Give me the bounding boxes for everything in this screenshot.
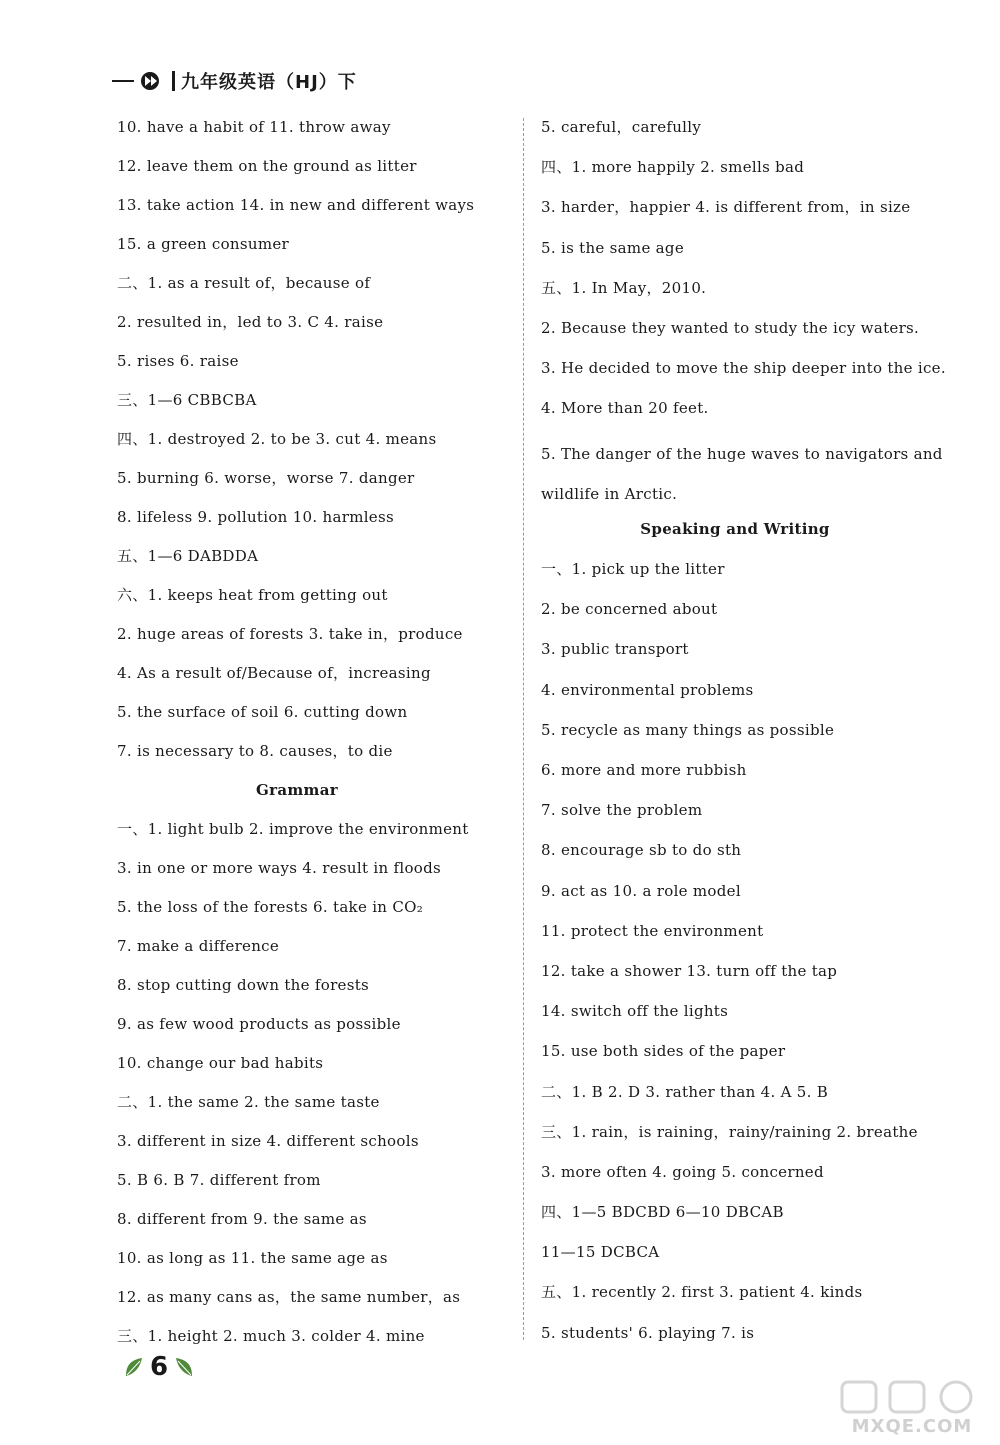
- answer-line: 3. different in size 4. different schools: [117, 1132, 419, 1150]
- column-divider: [523, 118, 524, 1340]
- fast-forward-icon: [140, 71, 166, 91]
- answer-line: 2. huge areas of forests 3. take in，produce: [117, 625, 463, 643]
- answer-line: 7. solve the problem: [541, 801, 703, 820]
- answer-line: 13. take action 14. in new and different ways: [117, 196, 475, 214]
- answer-line: 5. recycle as many things as possible: [541, 720, 835, 739]
- answer-line: 11—15 DCBCA: [541, 1243, 660, 1262]
- header-bar: [172, 71, 175, 91]
- answer-line: 三、1. height 2. much 3. colder 4. mine: [117, 1327, 425, 1345]
- answer-line: 12. as many cans as，the same number，as: [117, 1288, 461, 1306]
- answer-line: 5. The danger of the huge waves to navigators and wildlife in Arctic.: [541, 444, 943, 503]
- answer-line: 8. lifeless 9. pollution 10. harmless: [117, 508, 394, 526]
- answer-line: 2. resulted in，led to 3. C 4. raise: [117, 313, 384, 331]
- answer-line: 4. As a result of/Because of，increasing: [117, 664, 431, 682]
- answer-line: 14. switch off the lights: [541, 1002, 729, 1021]
- answer-line: 15. use both sides of the paper: [541, 1042, 786, 1061]
- header-dash: [112, 80, 134, 82]
- page-footer: [124, 1352, 194, 1382]
- section-heading-grammar: Grammar: [256, 781, 338, 799]
- answer-line: 5. burning 6. worse，worse 7. danger: [117, 469, 415, 487]
- page-title: 九年级英语（HJ）下: [181, 72, 357, 93]
- answer-line: 8. different from 9. the same as: [117, 1210, 367, 1228]
- answer-line: 5. the loss of the forests 6. take in CO₂: [117, 898, 424, 916]
- answer-line: 二、1. as a result of，because of: [117, 274, 371, 292]
- answer-line: 7. is necessary to 8. causes，to die: [117, 742, 393, 760]
- answer-line: 11. protect the environment: [541, 921, 764, 940]
- answer-line: 四、1. more happily 2. smells bad: [541, 158, 805, 177]
- answer-line: 四、1—5 BDCBD 6—10 DBCAB: [541, 1203, 784, 1222]
- page-header: [112, 66, 357, 96]
- right-column: [541, 112, 961, 1358]
- answer-line: 6. more and more rubbish: [541, 761, 747, 780]
- answer-line: 4. More than 20 feet.: [541, 399, 709, 418]
- leaf-left-icon: [124, 1356, 144, 1378]
- answer-line: 8. encourage sb to do sth: [541, 841, 742, 860]
- watermark-logo-icon: [832, 1378, 992, 1418]
- answer-line: 9. act as 10. a role model: [541, 881, 741, 900]
- answer-line: 5. the surface of soil 6. cutting down: [117, 703, 408, 721]
- answer-line: 一、1. pick up the litter: [541, 560, 725, 579]
- answer-line: 10. change our bad habits: [117, 1054, 324, 1072]
- answer-line: 四、1. destroyed 2. to be 3. cut 4. means: [117, 430, 437, 448]
- answer-line: 3. He decided to move the ship deeper into the ice.: [541, 359, 946, 378]
- answer-line: 5. rises 6. raise: [117, 352, 239, 370]
- answer-line: 二、1. the same 2. the same taste: [117, 1093, 380, 1111]
- answer-line: 7. make a difference: [117, 937, 280, 955]
- answer-line: 12. take a shower 13. turn off the tap: [541, 961, 838, 980]
- answer-line: 8. stop cutting down the forests: [117, 976, 370, 994]
- answer-line: 3. in one or more ways 4. result in floods: [117, 859, 442, 877]
- answer-line: 5. is the same age: [541, 238, 685, 257]
- answer-line: 4. environmental problems: [541, 680, 754, 699]
- answer-line: 15. a green consumer: [117, 235, 290, 253]
- answer-line: 9. as few wood products as possible: [117, 1015, 401, 1033]
- watermark: [832, 1378, 992, 1438]
- answer-line: 3. harder，happier 4. is different from，in size: [541, 198, 911, 217]
- answer-line: 二、1. B 2. D 3. rather than 4. A 5. B: [541, 1082, 829, 1101]
- answer-line: 5. B 6. B 7. different from: [117, 1171, 321, 1189]
- answer-line: 五、1. recently 2. first 3. patient 4. kinds: [541, 1283, 863, 1302]
- answer-line: 一、1. light bulb 2. improve the environment: [117, 820, 469, 838]
- page-number: 6: [150, 1352, 169, 1382]
- answer-line: 10. have a habit of 11. throw away: [117, 118, 391, 136]
- left-column: [117, 112, 507, 1360]
- answer-line: 三、1. rain，is raining，rainy/raining 2. breathe: [541, 1122, 918, 1141]
- answer-line: 2. Because they wanted to study the icy waters.: [541, 318, 920, 337]
- answer-line: 3. public transport: [541, 640, 689, 659]
- answer-line: 5. careful，carefully: [541, 118, 702, 136]
- answer-line: 10. as long as 11. the same age as: [117, 1249, 388, 1267]
- answer-line: 五、1. In May，2010.: [541, 278, 707, 297]
- answer-line: 三、1—6 CBBCBA: [117, 391, 257, 409]
- answer-line: 2. be concerned about: [541, 600, 718, 619]
- section-heading-speaking-writing: Speaking and Writing: [640, 519, 830, 538]
- answer-line: 五、1—6 DABDDA: [117, 547, 259, 565]
- answer-line: 12. leave them on the ground as litter: [117, 157, 417, 175]
- watermark-url: MXQE.COM: [851, 1416, 973, 1437]
- answer-line: 5. students' 6. playing 7. is: [541, 1323, 755, 1342]
- leaf-right-icon: [174, 1356, 194, 1378]
- answer-line: 六、1. keeps heat from getting out: [117, 586, 388, 604]
- answer-line: 3. more often 4. going 5. concerned: [541, 1162, 824, 1181]
